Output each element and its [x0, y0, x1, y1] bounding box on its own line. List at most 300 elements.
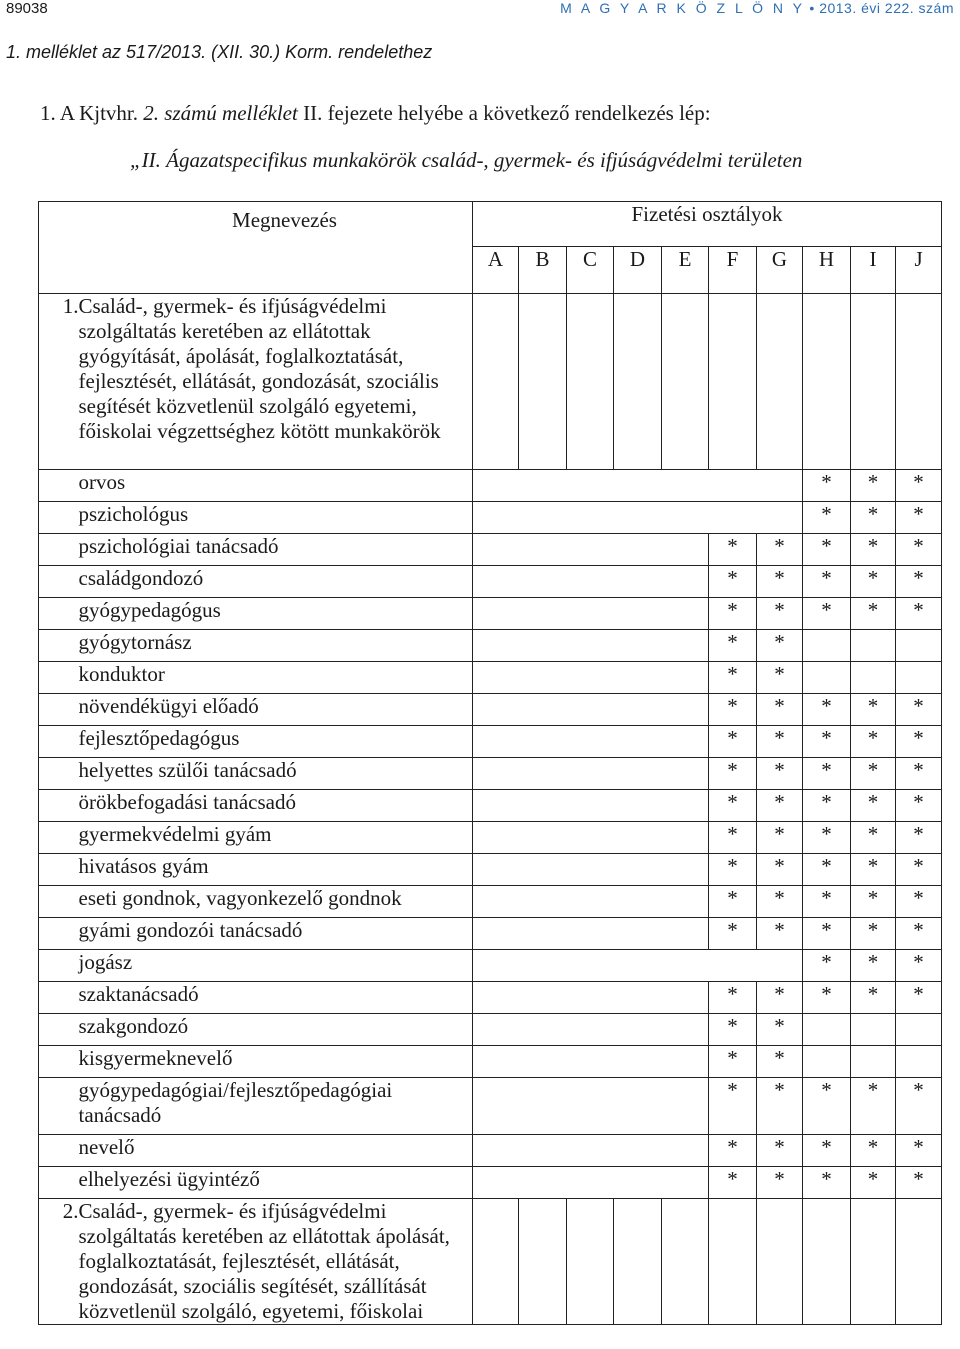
grade-letter-c: C	[567, 247, 614, 294]
grade-cell-f	[709, 1135, 757, 1167]
grade-cell-a	[473, 1135, 519, 1167]
grade-mark: *	[913, 598, 924, 622]
grade-cell-d	[614, 294, 662, 470]
grade-cell-e	[662, 950, 709, 982]
grade-mark: *	[727, 1078, 738, 1102]
job-number-cell	[39, 534, 79, 566]
job-row	[39, 790, 942, 822]
grade-mark: *	[821, 470, 832, 494]
grade-cell-e	[662, 1014, 709, 1046]
grade-mark: *	[727, 630, 738, 654]
grade-cell-i	[851, 1078, 896, 1135]
category-name: Család-, gyermek- és ifjúságvédelmi szolgáltatás keretében az ellátottak gyógyítását, ápolását, foglalkoztatását, fejlesztését, ellátását, gondozását, szociális segítését közvetlenül szolgáló egyetemi, főiskolai végzettséghez kötött munkakörök	[79, 294, 473, 470]
grade-cell-c	[567, 790, 614, 822]
job-row	[39, 662, 942, 694]
job-number-cell	[39, 918, 79, 950]
grade-cell-e	[662, 1046, 709, 1078]
grade-mark: *	[821, 982, 832, 1006]
grade-cell-j	[896, 694, 942, 726]
grade-cell-e	[662, 822, 709, 854]
grade-cell-j	[896, 1199, 942, 1325]
grade-mark: *	[727, 694, 738, 718]
running-head	[560, 0, 954, 16]
journal-name: M A G Y A R K Ö Z L Ö N Y	[560, 0, 806, 16]
grade-cell-j	[896, 294, 942, 470]
chapter-title: „II. Ágazatspecifikus munkakörök család-, gyermek- és ifjúságvédelmi területen	[130, 148, 803, 172]
grade-mark: *	[913, 982, 924, 1006]
table-body	[39, 294, 942, 1325]
grade-mark: *	[913, 854, 924, 878]
job-row	[39, 694, 942, 726]
job-name: gyámi gondozói tanácsadó	[79, 918, 473, 950]
grade-cell-i	[851, 758, 896, 790]
grade-cell-d	[614, 1078, 662, 1135]
grade-cell-j	[896, 854, 942, 886]
grade-cell-f	[709, 598, 757, 630]
grade-cell-i	[851, 502, 896, 534]
grade-cell-g	[757, 470, 803, 502]
grade-cell-d	[614, 886, 662, 918]
grade-cell-b	[519, 758, 567, 790]
grade-mark: *	[774, 854, 785, 878]
grade-cell-b	[519, 534, 567, 566]
grade-cell-c	[567, 1167, 614, 1199]
grade-mark: *	[774, 662, 785, 686]
grade-cell-c	[567, 950, 614, 982]
grade-mark: *	[727, 566, 738, 590]
job-row	[39, 630, 942, 662]
grade-cell-e	[662, 982, 709, 1014]
grade-cell-d	[614, 1167, 662, 1199]
grade-cell-a	[473, 1046, 519, 1078]
grade-mark: *	[774, 630, 785, 654]
grade-mark: *	[913, 822, 924, 846]
grade-cell-c	[567, 534, 614, 566]
grade-letter-d: D	[614, 247, 662, 294]
grade-cell-d	[614, 1199, 662, 1325]
grade-mark: *	[821, 790, 832, 814]
grade-cell-h	[803, 662, 851, 694]
job-number-cell	[39, 1046, 79, 1078]
grade-cell-d	[614, 726, 662, 758]
grade-cell-j	[896, 470, 942, 502]
grade-mark: *	[913, 470, 924, 494]
grade-cell-c	[567, 662, 614, 694]
grade-cell-g	[757, 1046, 803, 1078]
grade-cell-b	[519, 822, 567, 854]
grade-cell-j	[896, 630, 942, 662]
job-name: növendékügyi előadó	[79, 694, 473, 726]
grade-cell-e	[662, 854, 709, 886]
grade-cell-b	[519, 1199, 567, 1325]
job-name: nevelő	[79, 1135, 473, 1167]
grade-cell-h	[803, 1046, 851, 1078]
grade-letter-i: I	[851, 247, 896, 294]
grade-mark: *	[913, 1135, 924, 1159]
job-name: családgondozó	[79, 566, 473, 598]
job-number-cell	[39, 662, 79, 694]
grade-cell-d	[614, 854, 662, 886]
job-name: örökbefogadási tanácsadó	[79, 790, 473, 822]
grade-cell-j	[896, 1135, 942, 1167]
grade-cell-e	[662, 598, 709, 630]
grade-cell-j	[896, 598, 942, 630]
grade-mark: *	[867, 918, 879, 942]
job-number-cell	[39, 470, 79, 502]
category-row	[39, 1199, 942, 1325]
annex-heading: 1. melléklet az 517/2013. (XII. 30.) Korm. rendelethez	[6, 42, 433, 62]
grade-cell-a	[473, 758, 519, 790]
grade-cell-a	[473, 790, 519, 822]
grade-cell-f	[709, 758, 757, 790]
grade-cell-g	[757, 982, 803, 1014]
grade-cell-a	[473, 822, 519, 854]
grade-cell-a	[473, 1014, 519, 1046]
grade-cell-j	[896, 566, 942, 598]
grade-cell-c	[567, 598, 614, 630]
grade-cell-g	[757, 694, 803, 726]
grade-cell-d	[614, 790, 662, 822]
grade-mark: *	[867, 694, 879, 718]
grade-mark: *	[913, 950, 924, 974]
grade-mark: *	[774, 534, 785, 558]
grade-cell-g	[757, 566, 803, 598]
grade-cell-i	[851, 790, 896, 822]
grade-mark: *	[821, 694, 832, 718]
grade-mark: *	[867, 790, 879, 814]
grade-mark: *	[774, 982, 785, 1006]
job-name: eseti gondnok, vagyonkezelő gondnok	[79, 886, 473, 918]
grade-mark: *	[821, 726, 832, 750]
job-row	[39, 1078, 942, 1135]
job-row	[39, 1135, 942, 1167]
grade-cell-i	[851, 886, 896, 918]
grade-cell-h	[803, 726, 851, 758]
job-name: szakgondozó	[79, 1014, 473, 1046]
grade-cell-a	[473, 1078, 519, 1135]
grade-cell-e	[662, 790, 709, 822]
grade-letter-h: H	[803, 247, 851, 294]
job-number-cell	[39, 854, 79, 886]
grade-cell-g	[757, 294, 803, 470]
grade-cell-d	[614, 470, 662, 502]
grade-cell-f	[709, 918, 757, 950]
grade-cell-f	[709, 694, 757, 726]
grade-mark: *	[774, 694, 785, 718]
grade-cell-i	[851, 294, 896, 470]
grade-cell-d	[614, 502, 662, 534]
grade-mark: *	[867, 566, 879, 590]
job-name: szaktanácsadó	[79, 982, 473, 1014]
job-row	[39, 566, 942, 598]
grade-mark: *	[821, 1078, 832, 1102]
grade-mark: *	[774, 1014, 785, 1038]
job-number-cell	[39, 886, 79, 918]
intro-text-b: II. fejezete helyébe a következő rendelkezés lép:	[303, 101, 711, 125]
grade-cell-f	[709, 566, 757, 598]
grade-cell-i	[851, 1014, 896, 1046]
job-number-cell	[39, 1014, 79, 1046]
grade-cell-e	[662, 1167, 709, 1199]
grade-cell-f	[709, 630, 757, 662]
grade-cell-j	[896, 758, 942, 790]
grade-cell-i	[851, 1135, 896, 1167]
grade-cell-i	[851, 470, 896, 502]
grade-cell-e	[662, 918, 709, 950]
grade-cell-c	[567, 918, 614, 950]
grade-mark: *	[867, 726, 879, 750]
grade-mark: *	[913, 566, 924, 590]
job-number-cell	[39, 1167, 79, 1199]
grade-mark: *	[821, 598, 832, 622]
grade-cell-h	[803, 1078, 851, 1135]
job-number-cell	[39, 982, 79, 1014]
job-number-cell	[39, 1135, 79, 1167]
grade-cell-h	[803, 758, 851, 790]
grade-cell-d	[614, 1135, 662, 1167]
job-number-cell	[39, 950, 79, 982]
grade-cell-j	[896, 534, 942, 566]
grade-cell-i	[851, 566, 896, 598]
grade-cell-j	[896, 822, 942, 854]
grade-cell-e	[662, 694, 709, 726]
grade-cell-h	[803, 1135, 851, 1167]
grade-cell-c	[567, 566, 614, 598]
grade-cell-c	[567, 726, 614, 758]
grade-mark: *	[867, 758, 879, 782]
grade-cell-h	[803, 886, 851, 918]
grade-cell-a	[473, 982, 519, 1014]
grade-mark: *	[727, 1014, 738, 1038]
name-header-label: Megnevezés	[232, 208, 337, 232]
job-row	[39, 1167, 942, 1199]
grade-cell-h	[803, 1014, 851, 1046]
grade-mark: *	[867, 534, 879, 558]
category-row	[39, 294, 942, 470]
job-name: helyettes szülői tanácsadó	[79, 758, 473, 790]
job-name: fejlesztőpedagógus	[79, 726, 473, 758]
grade-mark: *	[821, 1135, 832, 1159]
grade-cell-a	[473, 1167, 519, 1199]
grade-letter-f: F	[709, 247, 757, 294]
job-row	[39, 1046, 942, 1078]
grade-cell-f	[709, 886, 757, 918]
grade-mark: *	[774, 886, 785, 910]
grade-cell-i	[851, 822, 896, 854]
pay-grade-table	[38, 201, 942, 1325]
grade-cell-i	[851, 1199, 896, 1325]
grade-cell-g	[757, 822, 803, 854]
job-number-cell	[39, 1078, 79, 1135]
grade-cell-j	[896, 886, 942, 918]
grade-mark: *	[727, 1167, 738, 1191]
grade-cell-g	[757, 1014, 803, 1046]
grade-cell-b	[519, 694, 567, 726]
grade-cell-b	[519, 566, 567, 598]
grade-cell-g	[757, 950, 803, 982]
job-name: kisgyermeknevelő	[79, 1046, 473, 1078]
job-row	[39, 502, 942, 534]
grade-cell-c	[567, 294, 614, 470]
grade-cell-a	[473, 470, 519, 502]
grade-mark: *	[821, 822, 832, 846]
grade-cell-j	[896, 790, 942, 822]
grade-cell-i	[851, 630, 896, 662]
grade-mark: *	[913, 886, 924, 910]
grade-cell-d	[614, 822, 662, 854]
grade-cell-a	[473, 950, 519, 982]
grade-mark: *	[913, 1167, 924, 1191]
grade-cell-e	[662, 566, 709, 598]
grade-mark: *	[913, 534, 924, 558]
grade-cell-f	[709, 854, 757, 886]
grade-mark: *	[774, 566, 785, 590]
grade-cell-j	[896, 662, 942, 694]
grade-mark: *	[821, 534, 832, 558]
grade-cell-f	[709, 1046, 757, 1078]
grade-letter-b: B	[519, 247, 567, 294]
job-name: jogász	[79, 950, 473, 982]
grade-mark: *	[727, 598, 738, 622]
job-number-cell	[39, 630, 79, 662]
job-name: elhelyezési ügyintéző	[79, 1167, 473, 1199]
grade-cell-f	[709, 790, 757, 822]
grade-cell-j	[896, 1014, 942, 1046]
grade-cell-c	[567, 1135, 614, 1167]
grade-mark: *	[774, 598, 785, 622]
grade-cell-g	[757, 790, 803, 822]
grade-mark: *	[821, 758, 832, 782]
grade-cell-g	[757, 534, 803, 566]
grade-cell-g	[757, 598, 803, 630]
job-row	[39, 1014, 942, 1046]
grade-cell-b	[519, 790, 567, 822]
grade-cell-i	[851, 534, 896, 566]
grade-cell-b	[519, 470, 567, 502]
job-row	[39, 982, 942, 1014]
grade-mark: *	[913, 1078, 924, 1102]
grade-cell-c	[567, 1046, 614, 1078]
grade-mark: *	[727, 1135, 738, 1159]
grade-cell-i	[851, 854, 896, 886]
job-number-cell	[39, 566, 79, 598]
grade-cell-f	[709, 726, 757, 758]
grade-cell-f	[709, 950, 757, 982]
grade-cell-b	[519, 294, 567, 470]
grade-mark: *	[867, 1078, 879, 1102]
grade-cell-d	[614, 982, 662, 1014]
grade-cell-d	[614, 566, 662, 598]
grade-cell-b	[519, 950, 567, 982]
grade-cell-g	[757, 1199, 803, 1325]
grade-cell-b	[519, 918, 567, 950]
job-row	[39, 534, 942, 566]
job-row	[39, 822, 942, 854]
grade-cell-j	[896, 1167, 942, 1199]
job-row	[39, 598, 942, 630]
job-name: hivatásos gyám	[79, 854, 473, 886]
job-number-cell	[39, 726, 79, 758]
grade-cell-j	[896, 950, 942, 982]
grade-mark: *	[727, 854, 738, 878]
grade-cell-h	[803, 598, 851, 630]
job-row	[39, 950, 942, 982]
grade-mark: *	[821, 566, 832, 590]
grade-cell-d	[614, 1046, 662, 1078]
grade-cell-h	[803, 918, 851, 950]
grade-cell-c	[567, 758, 614, 790]
job-row	[39, 886, 942, 918]
grade-cell-f	[709, 1014, 757, 1046]
grade-cell-h	[803, 470, 851, 502]
grade-cell-h	[803, 790, 851, 822]
grade-cell-b	[519, 1014, 567, 1046]
grade-cell-b	[519, 1135, 567, 1167]
grade-cell-e	[662, 630, 709, 662]
grade-cell-a	[473, 918, 519, 950]
grade-mark: *	[727, 886, 738, 910]
grade-letter-g: G	[757, 247, 803, 294]
grade-cell-a	[473, 598, 519, 630]
grade-cell-e	[662, 1199, 709, 1325]
grade-cell-j	[896, 982, 942, 1014]
grade-mark: *	[727, 982, 738, 1006]
grade-mark: *	[913, 790, 924, 814]
category-name: Család-, gyermek- és ifjúságvédelmi szolgáltatás keretében az ellátottak ápolását, foglalkoztatását, fejlesztését, ellátását, gondozását, szociális segítését, szállítását közvetlenül szolgáló, egyetemi, főiskolai	[79, 1199, 473, 1325]
grade-cell-c	[567, 630, 614, 662]
grade-cell-j	[896, 1046, 942, 1078]
grade-cell-e	[662, 758, 709, 790]
grade-cell-d	[614, 534, 662, 566]
grade-cell-a	[473, 1199, 519, 1325]
grade-cell-e	[662, 726, 709, 758]
category-number: 2.	[39, 1199, 79, 1325]
grade-cell-c	[567, 1014, 614, 1046]
grade-mark: *	[821, 918, 832, 942]
grade-cell-e	[662, 886, 709, 918]
grade-mark: *	[727, 726, 738, 750]
grade-cell-g	[757, 726, 803, 758]
grade-cell-g	[757, 1167, 803, 1199]
grade-cell-c	[567, 854, 614, 886]
grade-cell-c	[567, 470, 614, 502]
grade-cell-i	[851, 694, 896, 726]
grade-mark: *	[867, 854, 879, 878]
intro-line	[40, 101, 711, 126]
grade-cell-i	[851, 982, 896, 1014]
grade-cell-g	[757, 1135, 803, 1167]
grade-cell-j	[896, 502, 942, 534]
table-head	[39, 202, 942, 294]
grade-mark: *	[821, 1167, 832, 1191]
grade-cell-b	[519, 886, 567, 918]
grade-mark: *	[774, 1046, 785, 1070]
grade-cell-i	[851, 1167, 896, 1199]
grade-cell-j	[896, 918, 942, 950]
grade-cell-f	[709, 470, 757, 502]
job-row	[39, 758, 942, 790]
grade-mark: *	[774, 918, 785, 942]
grade-cell-h	[803, 1167, 851, 1199]
job-number-cell	[39, 598, 79, 630]
grade-cell-e	[662, 1078, 709, 1135]
job-name: pszichológiai tanácsadó	[79, 534, 473, 566]
job-name: gyermekvédelmi gyám	[79, 822, 473, 854]
job-number-cell	[39, 694, 79, 726]
grade-mark: *	[727, 758, 738, 782]
grade-cell-d	[614, 662, 662, 694]
grade-cell-i	[851, 950, 896, 982]
